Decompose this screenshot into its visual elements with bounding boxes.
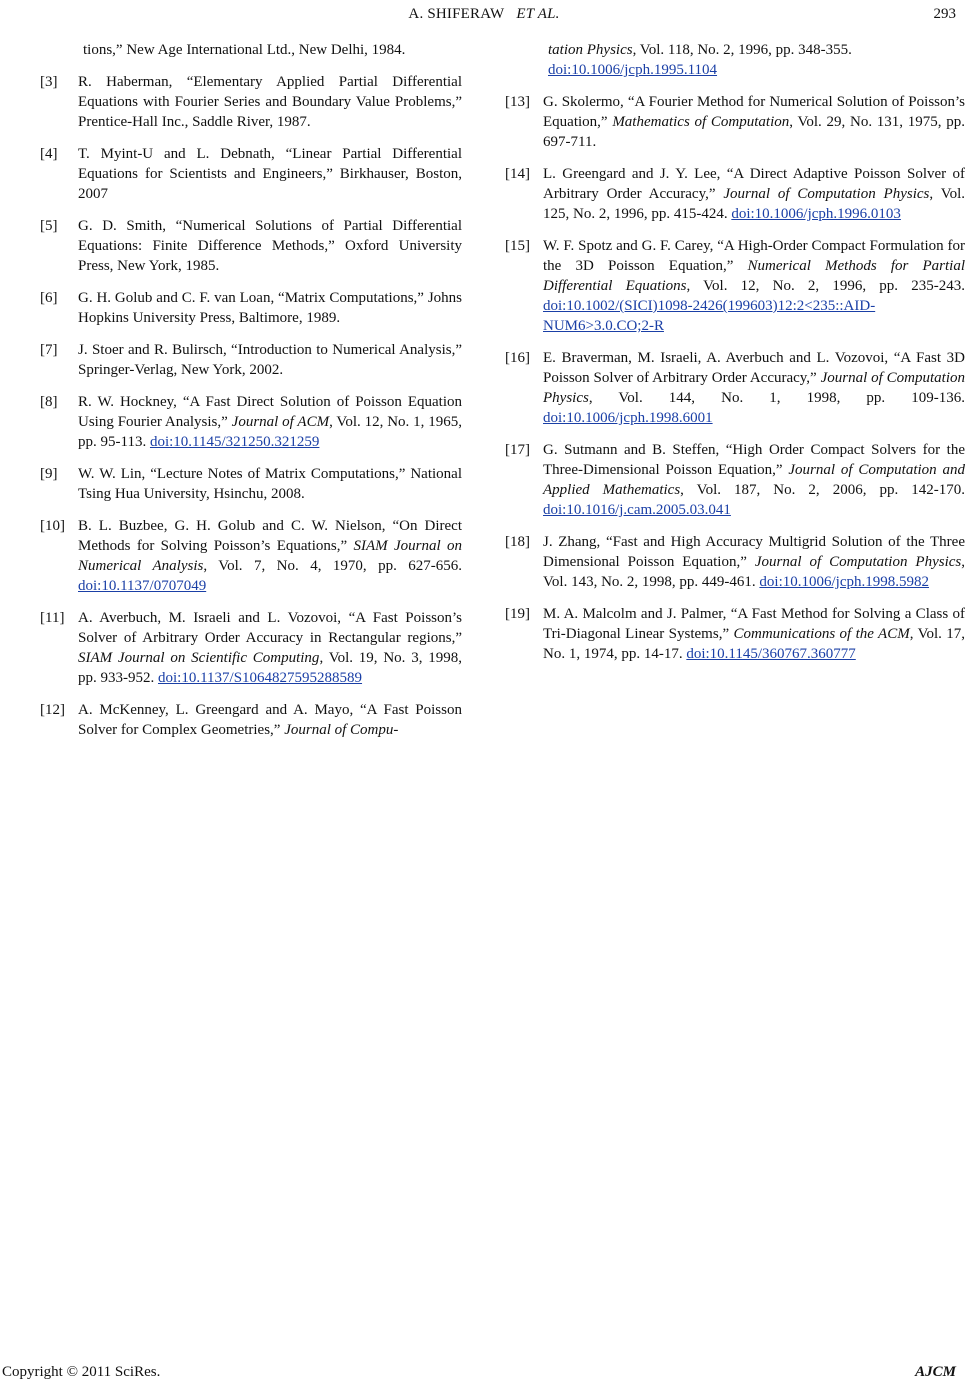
reference-item — [505, 440, 965, 520]
reference-number: [18] — [505, 534, 530, 550]
doi-link[interactable]: doi:10.1006/jcph.1995.1104 — [548, 62, 718, 78]
citation-authors-title: G. Sutmann and B. Steffen, “High Order Compact Solvers for the Three-Dimensional Poisson Equation,” — [543, 442, 965, 478]
reference-text — [543, 440, 965, 520]
reference-text: tions,” New Age International Ltd., New Delhi, 1984. — [83, 42, 406, 58]
doi-link[interactable]: doi:10.1006/jcph.1998.6001 — [543, 410, 713, 426]
citation-details: , Vol. 12, No. 1, 1965, pp. 95-113. — [78, 414, 462, 450]
reference-text — [78, 288, 462, 328]
reference-number: [8] — [40, 394, 58, 410]
citation-authors-title: B. L. Buzbee, G. H. Golub and C. W. Nielson, “On Direct Methods for Solving Poisson’s Equations,” — [78, 518, 462, 554]
reference-item — [505, 532, 965, 592]
citation-details: , Vol. 143, No. 2, 1998, pp. 449-461. — [543, 554, 966, 590]
reference-text — [78, 608, 462, 688]
citation-details: , Vol. 12, No. 2, 1996, pp. 235-243. — [686, 278, 965, 294]
page-number: 293 — [933, 6, 956, 22]
running-title — [0, 6, 968, 23]
citation-details: , Vol. 125, No. 2, 1996, pp. 415-424. — [543, 186, 966, 222]
reference-number: [7] — [40, 342, 58, 358]
reference-item — [40, 144, 462, 204]
doi-link[interactable]: doi:10.1137/S1064827595288589 — [158, 670, 363, 686]
citation-authors-title: G. D. Smith, “Numerical Solutions of Partial Differential Equations: Finite Difference Methods,” Oxford University Press, New York, 1985. — [78, 218, 462, 274]
reference-number: [6] — [40, 290, 58, 306]
page-footer — [0, 1364, 968, 1384]
right-column — [505, 40, 965, 676]
reference-number: [11] — [40, 610, 65, 626]
citation-details: , Vol. 17, No. 1, 1974, pp. 14-17. — [543, 626, 966, 662]
journal-name: tation Physics — [548, 42, 633, 58]
reference-number: [15] — [505, 238, 530, 254]
citation-details: , Vol. 118, No. 2, 1996, pp. 348-355. — [632, 42, 852, 58]
reference-continuation — [40, 40, 462, 60]
citation-authors-title: E. Braverman, M. Israeli, A. Averbuch and L. Vozovoi, “A Fast 3D Poisson Solver of Arbitrary Order Accuracy,” — [543, 350, 965, 386]
reference-item — [505, 164, 965, 224]
citation-details: , Vol. 187, No. 2, 2006, pp. 142-170. — [680, 482, 965, 498]
reference-text — [543, 236, 965, 336]
doi-link[interactable]: doi:10.1016/j.cam.2005.03.041 — [543, 502, 731, 518]
doi-link[interactable]: doi:10.1137/0707049 — [78, 578, 207, 594]
journal-name: Journal of ACM — [231, 414, 330, 430]
reference-text — [543, 164, 965, 224]
doi-link[interactable]: doi:10.1145/360767.360777 — [686, 646, 856, 662]
doi-link[interactable]: doi:10.1145/321250.321259 — [149, 434, 320, 450]
citation-authors-title: R. W. Hockney, “A Fast Direct Solution of Poisson Equation Using Fourier Analysis,” — [78, 394, 462, 430]
citation-authors-title: W. F. Spotz and G. F. Carey, “A High-Order Compact Formulation for the 3D Poisson Equation,” — [543, 238, 965, 274]
citation-authors-title: A. McKenney, L. Greengard and A. Mayo, “A Fast Poisson Solver for Complex Geometries,” — [78, 702, 462, 738]
reference-number: [4] — [40, 146, 58, 162]
citation-authors-title: J. Zhang, “Fast and High Accuracy Multigrid Solution of the Three Dimensional Poisson Equation,” — [543, 534, 965, 570]
reference-text — [543, 92, 965, 152]
reference-item — [505, 604, 965, 664]
copyright: Copyright © 2011 SciRes. — [2, 1364, 161, 1380]
citation-authors-title: G. H. Golub and C. F. van Loan, “Matrix Computations,” Johns Hopkins University Press, Baltimore, 1989. — [78, 290, 462, 326]
left-column — [40, 40, 462, 752]
journal-name: Journal of Compu- — [284, 722, 399, 738]
reference-item — [40, 464, 462, 504]
reference-number: [12] — [40, 702, 65, 718]
citation-authors-title: M. A. Malcolm and J. Palmer, “A Fast Method for Solving a Class of Tri-Diagonal Linear Systems,” — [543, 606, 965, 642]
citation-authors-title: G. Skolermo, “A Fourier Method for Numerical Solution of Poisson’s Equation,” — [543, 94, 965, 130]
citation-details: , Vol. 29, No. 131, 1975, pp. 697-711. — [543, 114, 965, 150]
doi-link[interactable]: doi:10.1006/jcph.1996.0103 — [731, 206, 901, 222]
citation-details: , Vol. 144, No. 1, 1998, pp. 109-136. — [588, 390, 965, 406]
reference-text — [78, 700, 462, 740]
reference-item — [505, 92, 965, 152]
reference-text — [78, 516, 462, 596]
doi-link[interactable]: doi:10.1002/(SICI)1098-2426(199603)12:2<235::AID-NUM6>3.0.CO;2-R — [543, 298, 876, 334]
citation-authors-title: J. Stoer and R. Bulirsch, “Introduction to Numerical Analysis,” Springer-Verlag, New York, 2002. — [78, 342, 462, 378]
reference-number: [17] — [505, 442, 530, 458]
journal-name: SIAM Journal on Scientific Computing — [78, 650, 320, 666]
reference-item — [40, 516, 462, 596]
citation-authors-title: T. Myint-U and L. Debnath, “Linear Partial Differential Equations for Scientists and Engineers,” Birkhauser, Boston, 2007 — [78, 146, 462, 202]
reference-number: [13] — [505, 94, 530, 110]
citation-details: , Vol. 19, No. 3, 1998, pp. 933-952. — [78, 650, 462, 686]
reference-text — [78, 464, 462, 504]
reference-item — [505, 236, 965, 336]
reference-item — [40, 608, 462, 688]
reference-text — [548, 40, 965, 80]
citation-authors-title: L. Greengard and J. Y. Lee, “A Direct Adaptive Poisson Solver of Arbitrary Order Accuracy,” — [543, 166, 965, 202]
journal-name: Journal of Computation Physics — [543, 370, 966, 406]
reference-text — [78, 392, 462, 452]
citation-details: , Vol. 7, No. 4, 1970, pp. 627-656. — [203, 558, 462, 574]
reference-number: [14] — [505, 166, 530, 182]
reference-number: [16] — [505, 350, 530, 366]
reference-text — [78, 216, 462, 276]
journal-name: Journal of Computation and Applied Mathematics — [543, 462, 966, 498]
reference-item — [40, 288, 462, 328]
reference-text — [78, 72, 462, 132]
reference-continuation — [505, 40, 965, 80]
journal-abbrev: AJCM — [915, 1364, 956, 1380]
reference-item — [40, 340, 462, 380]
reference-number: [5] — [40, 218, 58, 234]
reference-text — [78, 340, 462, 380]
reference-number: [10] — [40, 518, 65, 534]
reference-item — [40, 392, 462, 452]
reference-item — [40, 72, 462, 132]
journal-name: Journal of Computation Physics — [754, 554, 962, 570]
citation-authors-title: R. Haberman, “Elementary Applied Partial Differential Equations with Fourier Series and Boundary Value Problems,” Prentice-Hall Inc., Saddle River, 1987. — [78, 74, 462, 130]
author-name: A. SHIFERAW — [408, 6, 505, 22]
reference-number: [3] — [40, 74, 58, 90]
reference-text — [543, 348, 965, 428]
citation-authors-title: W. W. Lin, “Lecture Notes of Matrix Computations,” National Tsing Hua University, Hsinchu, 2008. — [78, 466, 462, 502]
reference-item — [505, 348, 965, 428]
reference-number: [19] — [505, 606, 530, 622]
page-header — [0, 0, 968, 30]
reference-item — [40, 216, 462, 276]
reference-text — [543, 532, 965, 592]
reference-text — [543, 604, 965, 664]
citation-authors-title: A. Averbuch, M. Israeli and L. Vozovoi, “A Fast Poisson’s Solver of Arbitrary Order Accuracy in Rectangular regions,” — [78, 610, 462, 646]
journal-name: Mathematics of Computation — [612, 114, 790, 130]
doi-link[interactable]: doi:10.1006/jcph.1998.5982 — [759, 574, 929, 590]
reference-number: [9] — [40, 466, 58, 482]
reference-item — [40, 700, 462, 740]
journal-name: Numerical Methods for Partial Differential Equations — [543, 258, 965, 294]
reference-text — [78, 144, 462, 204]
et-al: ET AL. — [516, 6, 560, 22]
journal-name: SIAM Journal on Numerical Analysis — [78, 538, 462, 574]
journal-name: Communications of the ACM — [733, 626, 910, 642]
journal-name: Journal of Computation Physics — [723, 186, 930, 202]
